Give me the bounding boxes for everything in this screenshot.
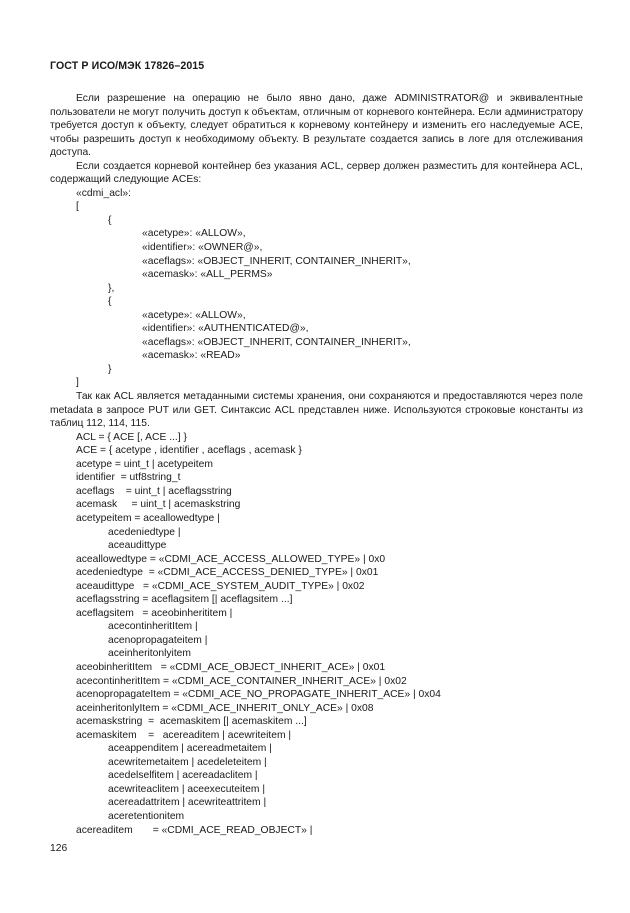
code-line: }, — [108, 282, 115, 294]
grammar-line: aceflagsitem = aceobinherititem | — [76, 607, 233, 619]
grammar-line: aceallowedtype = «CDMI_ACE_ACCESS_ALLOWED_TYPE» | 0x0 — [76, 553, 386, 565]
grammar-line: aceobinheritItem = «CDMI_ACE_OBJECT_INHERIT_ACE» | 0x01 — [76, 661, 386, 673]
code-line: { — [108, 296, 112, 308]
grammar-line: aceinheritonlyItem = «CDMI_ACE_INHERIT_ONLY_ACE» | 0x08 — [76, 702, 374, 714]
code-line: «identifier»: «OWNER@», — [142, 242, 263, 254]
grammar-line: acedeniedtype = «CDMI_ACE_ACCESS_DENIED_TYPE» | 0x01 — [76, 567, 379, 579]
paragraph-default-acl: Если создается корневой контейнер без указания ACL, сервер должен разместить для контейнера ACL, содержащий следующие ACEs: — [50, 160, 583, 186]
grammar-line: ACL = { ACE [, ACE ...] } — [76, 431, 187, 443]
grammar-line: aceretentionitem — [108, 810, 185, 822]
grammar-line: acewritemetaitem | acedeleteitem | — [108, 756, 267, 768]
code-line: «acetype»: «ALLOW», — [142, 309, 246, 321]
code-line: «acemask»: «ALL_PERMS» — [142, 269, 273, 281]
grammar-line: aceaudittype — [108, 540, 167, 552]
document-header: ГОСТ Р ИСО/МЭК 17826–2015 — [50, 60, 205, 72]
acl-grammar — [50, 431, 583, 837]
code-line: } — [108, 363, 112, 375]
paragraph-admin-access: Если разрешение на операцию не было явно дано, даже ADMINISTRATOR@ и эквивалентные пользователи не могут получить доступ к объектам, отличным от корневого контейнера. Если администратору требуется доступ к объекту, следует обратиться к корневому контейнеру и изменить его наследуемые ACE, чтобы разрешить доступ к необходимому объекту. В результате создается запись в логе для отслеживания доступа. — [50, 93, 583, 159]
grammar-line: acenopropagateItem = «CDMI_ACE_NO_PROPAGATE_INHERIT_ACE» | 0x04 — [76, 689, 441, 701]
code-line: [ — [76, 201, 79, 213]
grammar-line: aceaudittype = «CDMI_ACE_SYSTEM_AUDIT_TYPE» | 0x02 — [76, 580, 365, 592]
code-line: «identifier»: «AUTHENTICATED@», — [142, 323, 309, 335]
grammar-line: acecontinheritItem | — [108, 621, 198, 633]
grammar-line: identifier = utf8string_t — [76, 472, 181, 484]
code-line: «cdmi_acl»: — [76, 187, 131, 199]
grammar-line: ACE = { acetype , identifier , aceflags , acemask } — [76, 445, 302, 457]
grammar-line: acecontinheritItem = «CDMI_ACE_CONTAINER_INHERIT_ACE» | 0x02 — [76, 675, 407, 687]
grammar-line: acedeniedtype | — [108, 526, 181, 538]
code-line: «acetype»: «ALLOW», — [142, 228, 246, 240]
grammar-line: acetype = uint_t | acetypeitem — [76, 458, 213, 470]
code-line: «aceflags»: «OBJECT_INHERIT, CONTAINER_INHERIT», — [142, 336, 411, 348]
grammar-line: acedelselfitem | acereadaclitem | — [108, 770, 258, 782]
grammar-line: aceinheritonlyitem — [108, 648, 191, 660]
acl-json-example — [50, 187, 583, 390]
grammar-line: acewriteaclitem | aceexecuteitem | — [108, 783, 266, 795]
code-line: { — [108, 214, 112, 226]
grammar-line: acereadattritem | acewriteattritem | — [108, 797, 267, 809]
code-line: ] — [76, 377, 79, 389]
grammar-line: aceflags = uint_t | aceflagsstring — [76, 485, 232, 497]
code-line: «acemask»: «READ» — [142, 350, 241, 362]
grammar-line: acereaditem = «CDMI_ACE_READ_OBJECT» | — [76, 824, 313, 836]
grammar-line: aceflagsstring = aceflagsitem [| aceflagsitem ...] — [76, 594, 293, 606]
grammar-line: acemaskstring = acemaskitem [| acemaskitem ...] — [76, 716, 307, 728]
paragraph-acl-metadata: Так как ACL является метаданными системы хранения, они сохраняются и предоставляются через поле metadata в запросе PUT или GET. Синтаксис ACL представлен ниже. Используются строковые константы из таблиц 112, 114, 115. — [50, 391, 583, 430]
grammar-line: aceappenditem | acereadmetaitem | — [108, 743, 272, 755]
grammar-line: acemask = uint_t | acemaskstring — [76, 499, 241, 511]
grammar-line: acenopropagateitem | — [108, 634, 208, 646]
grammar-line: acemaskitem = acereaditem | acewriteitem | — [76, 729, 292, 741]
document-body — [50, 92, 583, 837]
page-number: 126 — [50, 843, 68, 854]
grammar-line: acetypeitem = aceallowedtype | — [76, 512, 220, 524]
code-line: «aceflags»: «OBJECT_INHERIT, CONTAINER_INHERIT», — [142, 255, 411, 267]
